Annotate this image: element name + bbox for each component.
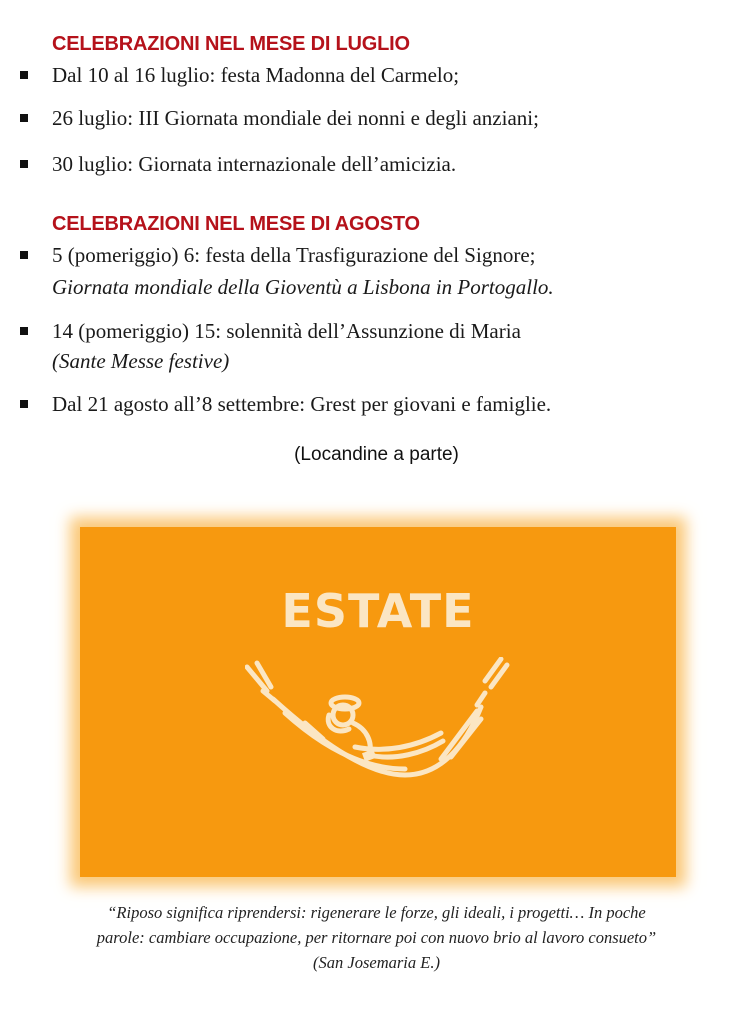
- list-item-subtext: Giornata mondiale della Gioventù a Lisbona in Portogallo.: [52, 275, 554, 299]
- bullet-icon: [20, 160, 28, 168]
- list-item-text: 14 (pomeriggio) 15: solennità dell’Assunzione di Maria: [52, 319, 521, 343]
- summer-banner: [80, 527, 676, 877]
- posters-note: (Locandine a parte): [294, 444, 459, 465]
- bullet-icon: [20, 71, 28, 79]
- banner-title: ESTATE: [281, 584, 475, 638]
- list-item-text: Dal 10 al 16 luglio: festa Madonna del Carmelo;: [52, 63, 460, 87]
- bullet-icon: [20, 327, 28, 335]
- list-item-text: 30 luglio: Giornata internazionale dell’amicizia.: [52, 152, 457, 176]
- quote-author: (San Josemaria E.): [313, 953, 440, 972]
- july-heading: CELEBRAZIONI NEL MESE DI LUGLIO: [52, 33, 410, 55]
- list-item-text: 26 luglio: III Giornata mondiale dei nonni e degli anziani;: [52, 106, 539, 130]
- quote: [0, 900, 753, 975]
- bullet-icon: [20, 400, 28, 408]
- august-heading: CELEBRAZIONI NEL MESE DI AGOSTO: [52, 213, 420, 235]
- hammock-icon: [245, 657, 515, 787]
- quote-line-2: parole: cambiare occupazione, per ritornare poi con nuovo brio al lavoro consueto”: [96, 928, 657, 947]
- list-item-text: 5 (pomeriggio) 6: festa della Trasfigurazione del Signore;: [52, 243, 536, 267]
- bullet-icon: [20, 114, 28, 122]
- bullet-icon: [20, 251, 28, 259]
- list-item-subtext: (Sante Messe festive): [52, 349, 230, 373]
- list-item-text: Dal 21 agosto all’8 settembre: Grest per giovani e famiglie.: [52, 392, 552, 416]
- quote-line-1: “Riposo significa riprendersi: rigenerare le forze, gli ideali, i progetti… In poche: [107, 903, 646, 922]
